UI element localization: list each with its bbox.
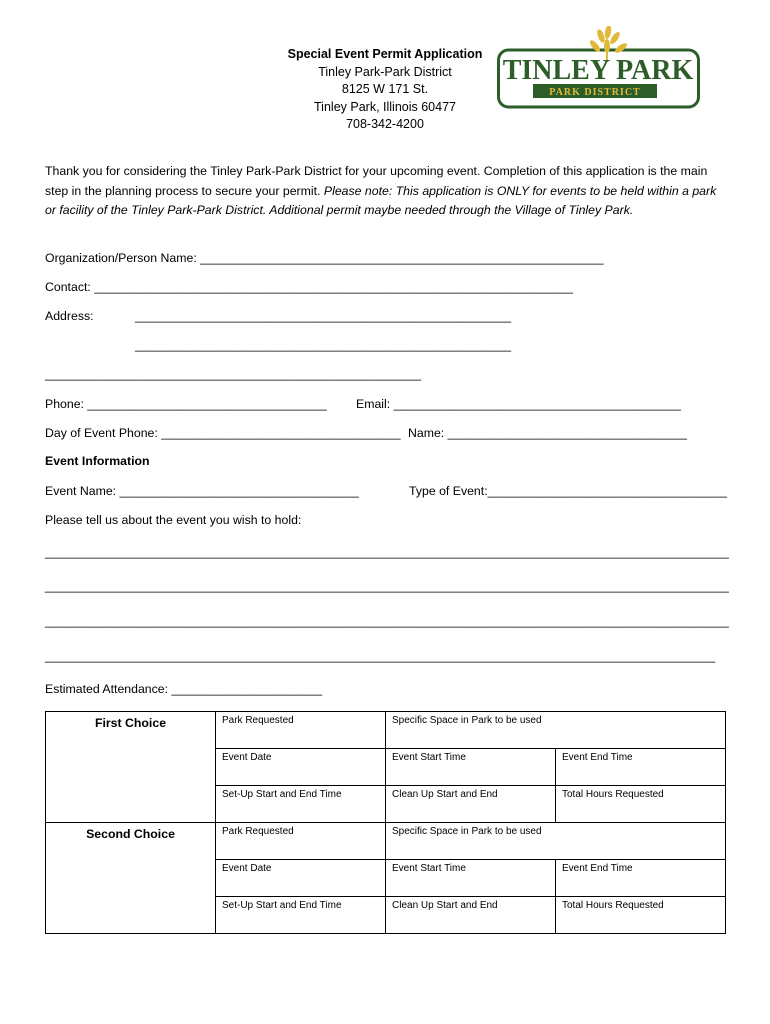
description-line-1[interactable]: ____________________________________________________________________________________________________	[45, 545, 729, 559]
event-name-field[interactable]: Event Name: ___________________________________	[45, 484, 359, 498]
contact-field[interactable]: Contact: ______________________________________________________________________	[45, 280, 573, 294]
org-city: Tinley Park, Illinois 60477	[314, 99, 456, 114]
table-cell[interactable]: Event Start Time	[386, 860, 556, 897]
table-row	[46, 823, 726, 860]
table-cell[interactable]: Set-Up Start and End Time	[216, 786, 386, 823]
second-choice-label: Second Choice	[46, 823, 216, 934]
form-title: Special Event Permit Application	[287, 47, 483, 61]
table-cell[interactable]: Clean Up Start and End	[386, 786, 556, 823]
table-cell[interactable]: Event Start Time	[386, 749, 556, 786]
table-cell[interactable]: Set-Up Start and End Time	[216, 897, 386, 934]
table-cell[interactable]: Clean Up Start and End	[386, 897, 556, 934]
intro-paragraph	[45, 162, 725, 221]
address-line-3[interactable]: _______________________________________________________	[45, 367, 422, 381]
tinley-park-logo	[497, 26, 700, 110]
tell-us-label: Please tell us about the event you wish to hold:	[45, 513, 302, 527]
table-cell[interactable]: Specific Space in Park to be used	[386, 712, 726, 749]
org-phone: 708-342-4200	[346, 117, 424, 131]
description-line-4[interactable]: __________________________________________________________________________________________________	[45, 649, 716, 663]
address-label: Address:	[45, 309, 94, 323]
day-phone-field[interactable]: Day of Event Phone: ___________________________________	[45, 426, 401, 440]
table-cell[interactable]: Total Hours Requested	[556, 786, 726, 823]
logo-name: TINLEY PARK	[502, 55, 694, 86]
table-cell[interactable]: Park Requested	[216, 712, 386, 749]
table-cell[interactable]: Event End Time	[556, 749, 726, 786]
org-street: 8125 W 171 St.	[341, 82, 429, 96]
phone-field[interactable]: Phone: ___________________________________	[45, 397, 327, 411]
header-block	[270, 46, 500, 134]
table-cell[interactable]: Specific Space in Park to be used	[386, 823, 726, 860]
table-cell[interactable]: Park Requested	[216, 823, 386, 860]
table-cell[interactable]: Event End Time	[556, 860, 726, 897]
table-row	[46, 712, 726, 749]
org-name-field[interactable]: Organization/Person Name: ___________________________________________________________	[45, 251, 604, 265]
logo-graphic	[497, 26, 700, 110]
email-field[interactable]: Email: __________________________________________	[356, 397, 681, 411]
org-name: Tinley Park-Park District	[318, 64, 452, 79]
description-line-2[interactable]: ____________________________________________________________________________________________________	[45, 579, 729, 593]
choice-table	[45, 711, 726, 934]
intro-normal: Thank you for considering the Tinley Park-Park District for your upcoming event. Completion of this application is the main step in the planning process to secure your permit.	[45, 164, 708, 198]
table-cell[interactable]: Event Date	[216, 860, 386, 897]
address-line-2[interactable]: _______________________________________________________	[135, 338, 512, 352]
intro-note: Please note: This application is ONLY for events to be held within a park or facility of the Tinley Park-Park District. Additional permit maybe needed through the Village of Tinley Park.	[45, 183, 717, 217]
event-type-field[interactable]: Type of Event:___________________________________	[409, 484, 727, 498]
address-line-1[interactable]: _______________________________________________________	[135, 309, 512, 323]
table-cell[interactable]: Total Hours Requested	[556, 897, 726, 934]
logo-sub: PARK DISTRICT	[549, 87, 641, 98]
table-cell[interactable]: Event Date	[216, 749, 386, 786]
name-field[interactable]: Name: ___________________________________	[408, 426, 687, 440]
attendance-field[interactable]: Estimated Attendance: ______________________	[45, 682, 322, 696]
description-line-3[interactable]: ____________________________________________________________________________________________________	[45, 614, 729, 628]
event-heading: Event Information	[45, 454, 150, 468]
first-choice-label: First Choice	[46, 712, 216, 823]
